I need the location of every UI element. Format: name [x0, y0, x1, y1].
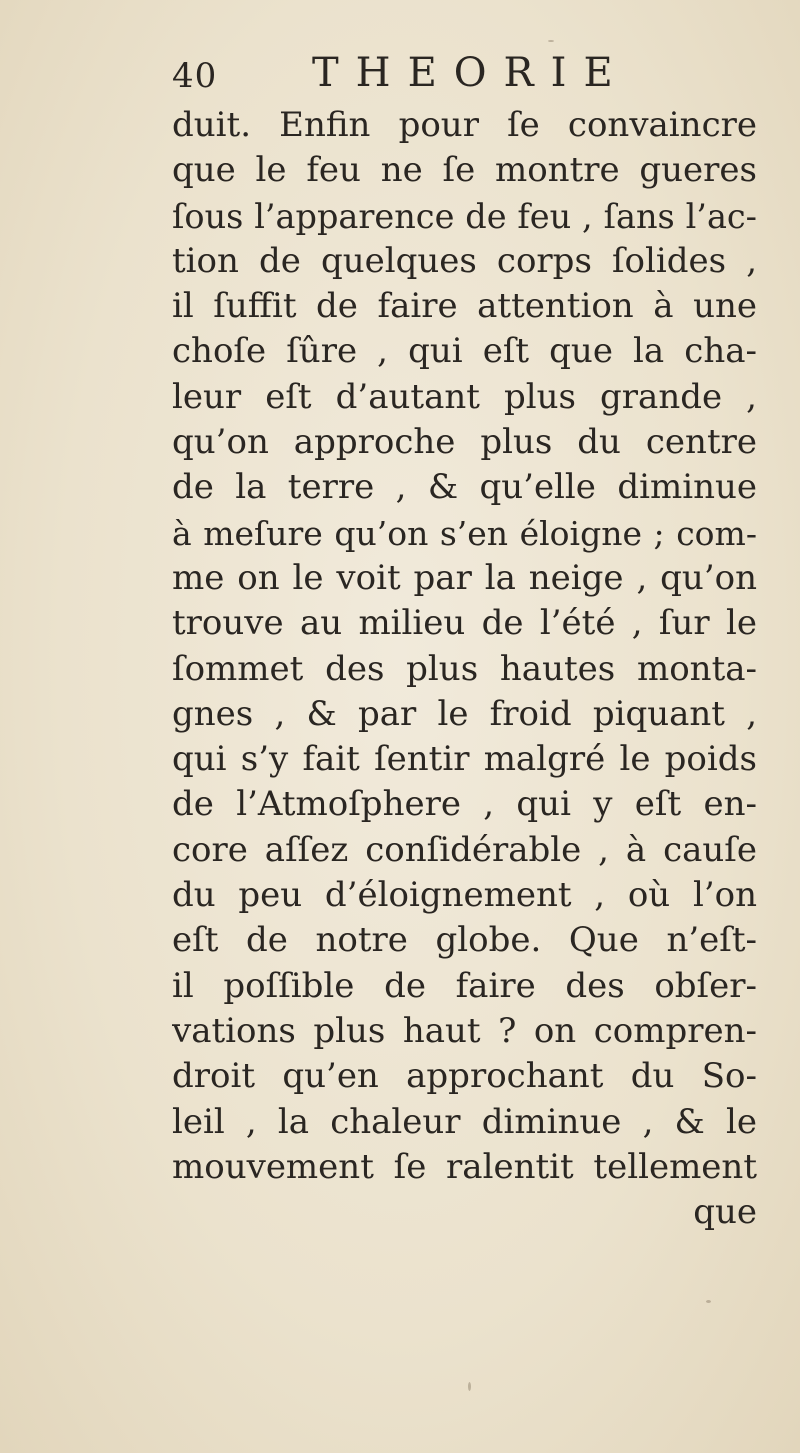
text-line: eſt de notre globe. Que n’eſt-: [172, 920, 757, 961]
text-line: trouve au milieu de l’été , ſur le: [172, 603, 757, 644]
page-number: 40: [172, 56, 218, 96]
text-line: ſous l’apparence de feu , ſans l’ac-: [172, 196, 757, 236]
text-line: du peu d’éloignement , où l’on: [172, 875, 757, 916]
page-header: [172, 50, 652, 100]
text-line: core aſſez conſidérable , à cauſe: [172, 829, 757, 870]
text-line: à meſure qu’on s’en éloigne ; com-: [172, 513, 757, 553]
paper-speck: [548, 40, 554, 42]
text-line: vations plus haut ? on compren-: [172, 1010, 757, 1051]
catchword: que: [693, 1192, 757, 1233]
text-line: mouvement ſe ralentit tellement: [172, 1146, 757, 1187]
paper-speck: [468, 1382, 471, 1391]
text-line: leil , la chaleur diminue , & le: [172, 1101, 757, 1142]
text-line: de l’Atmoſphere , qui y eſt en-: [172, 784, 757, 825]
text-line: tion de quelques corps ſolides ,: [172, 240, 757, 281]
text-line: gnes , & par le froid piquant ,: [172, 693, 757, 734]
text-line: qu’on approche plus du centre: [172, 422, 757, 463]
text-line: de la terre , & qu’elle diminue: [172, 467, 757, 508]
text-line: duit. Enfin pour ſe convaincre: [172, 105, 757, 145]
text-line: leur eſt d’autant plus grande ,: [172, 376, 757, 417]
text-line: il poſſible de faire des obſer-: [172, 965, 757, 1006]
body-text: [172, 103, 757, 1235]
text-line: me on le voit par la neige , qu’on: [172, 557, 757, 598]
text-line: qui s’y fait ſentir malgré le poids: [172, 739, 757, 780]
text-line: choſe ſûre , qui eſt que la cha-: [172, 331, 757, 372]
paper-speck: [706, 1300, 711, 1303]
running-head: THEORIE: [312, 50, 630, 96]
text-line: que le feu ne ſe montre gueres: [172, 150, 757, 191]
text-line: ſommet des plus hautes monta-: [172, 648, 757, 689]
text-line: il ſuffit de faire attention à une: [172, 286, 757, 327]
text-line: droit qu’en approchant du So-: [172, 1056, 757, 1097]
